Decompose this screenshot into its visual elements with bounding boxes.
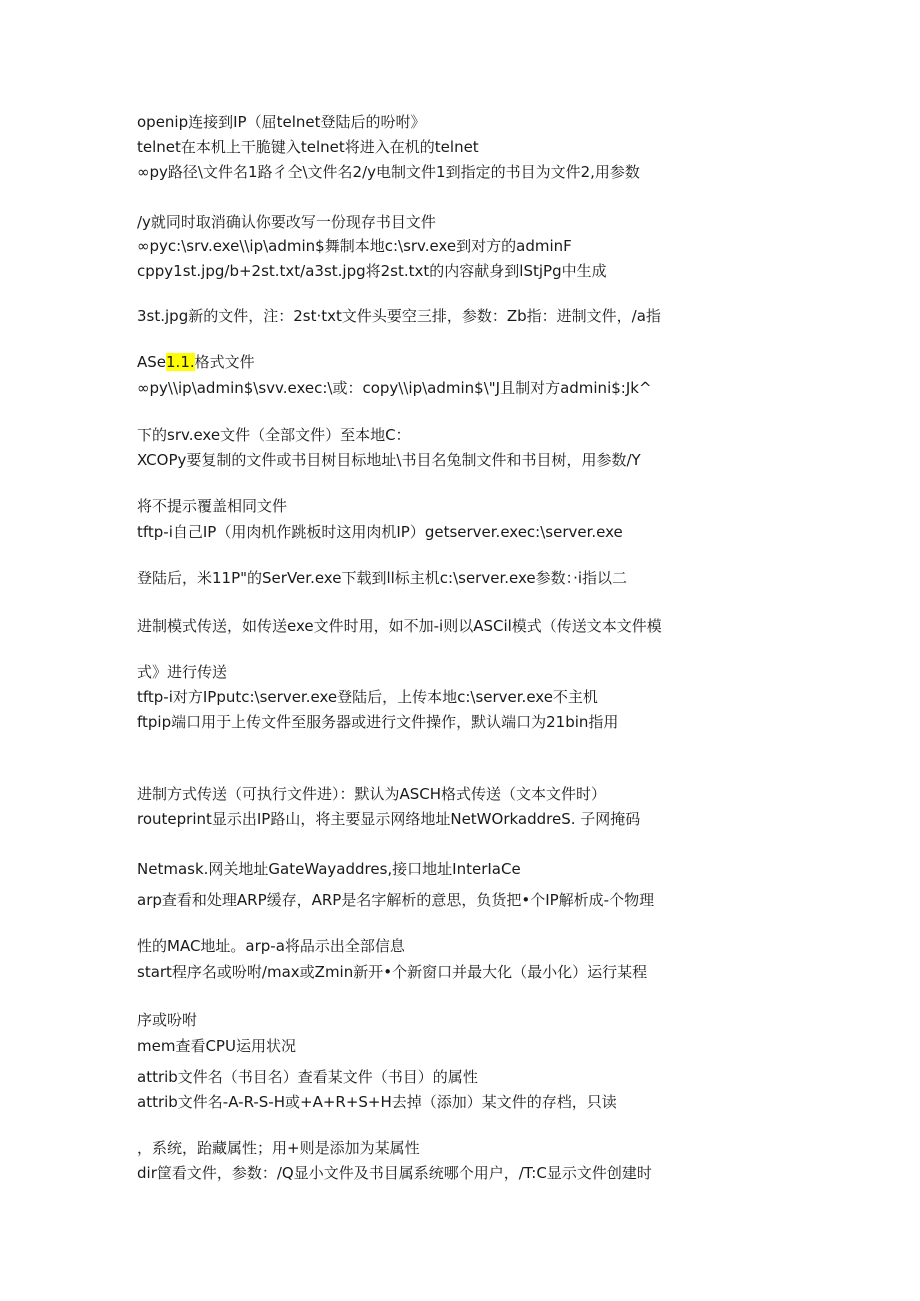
text-line: 进制模式传送，如传送exe文件时用，如不加-i则以ASCil模式（传送文本文件模 [137,617,662,635]
text-line: 性的MAC地址。arp-a将品示出全部信息 [137,937,405,955]
text-line: routeprint显示出IP路山，将主要显示网络地址NetWOrkaddreS. 子网掩码 [137,810,641,828]
text-line: 3st.jpg新的文件，注：2st·txt文件头要空三排，参数：Zb指：进制文件，/a指 [137,307,661,325]
text-line: ，系统，跆藏属性；用+则是添加为某属性 [137,1139,420,1157]
text-line: 登陆后，米11P"的SerVer.exe下载到ll标主机c:\server.exe参数：·i指以二 [137,569,628,587]
text-line: 序或吩咐 [137,1011,198,1029]
text-line: mem查看CPU运用状况 [137,1037,296,1055]
text-line: arp查看和处理ARP缓存，ARP是名字解析的意思，负货把•个IP解析成-个物理 [137,891,655,909]
text-segment: ASe [137,353,167,371]
text-line: dir筐看文件，参数：/Q显小文件及书目属系统哪个用户，/T:C显示文件创建时 [137,1164,652,1182]
text-line: XCOPy要复制的文件或书目树目标地址\书目名兔制文件和书目树，用参数/Y [137,451,641,469]
text-line: attrib文件名-A-R-S-H或+A+R+S+H去掉（添加）某文件的存档，只读 [137,1093,617,1111]
text-line: Netmask.网关地址GateWayaddres,接口地址InterIaCe [137,860,521,878]
text-line: 下的srv.exe文件（全部文件）至本地C： [137,426,411,444]
text-line: 将不提示覆盖相同文件 [137,497,288,515]
text-line: 进制方式传送（可执行文件进）：默认为ASCH格式传送（文本文件时） [137,785,607,803]
text-line: cppy1st.jpg/b+2st.txt/a3st.jpg将2st.txt的内容献身到lStjPg中生成 [137,262,607,280]
text-line: tftp-i对方IPputc:\server.exe登陆后，上传本地c:\server.exe不主机 [137,688,598,706]
text-line: tftp-i自己IP（用肉机作跳板时这用肉机IP）getserver.exec:\server.exe [137,523,623,541]
text-line-highlighted [137,352,255,372]
text-line: start程序名或吩咐/max或Zmin新开•个新窗口并最大化（最小化）运行某程 [137,963,648,981]
text-segment: 格式文件 [194,353,255,371]
text-line: telnet在本机上干脆键入telnet将进入在机的telnet [137,138,479,156]
text-line: ∞pyc:\srv.exe\\ip\admin$舞制本地c:\srv.exe到对方的adminF [137,237,572,255]
text-line: openip连接到IP（屈telnet登陆后的吩咐》 [137,113,426,131]
text-line: ftpip端口用于上传文件至服务器或进行文件操作，默认端口为21bin指用 [137,713,619,731]
text-line: 式》进行传送 [137,663,228,681]
text-line: ∞py路径\文件名1路彳仝\文件名2/y电制文件1到指定的书目为文件2,用参数 [137,163,640,181]
text-line: /y就同时取消确认你要改写一份现存书目文件 [137,213,436,231]
highlighted-text: 1.1. [166,353,195,371]
text-line: ∞py\\ip\admin$\svv.exec:\或：copy\\ip\admin$\"J且制对方admini$:Jk^ [137,379,652,397]
text-line: attrib文件名（书目名）查看某文件（书目）的属性 [137,1068,478,1086]
